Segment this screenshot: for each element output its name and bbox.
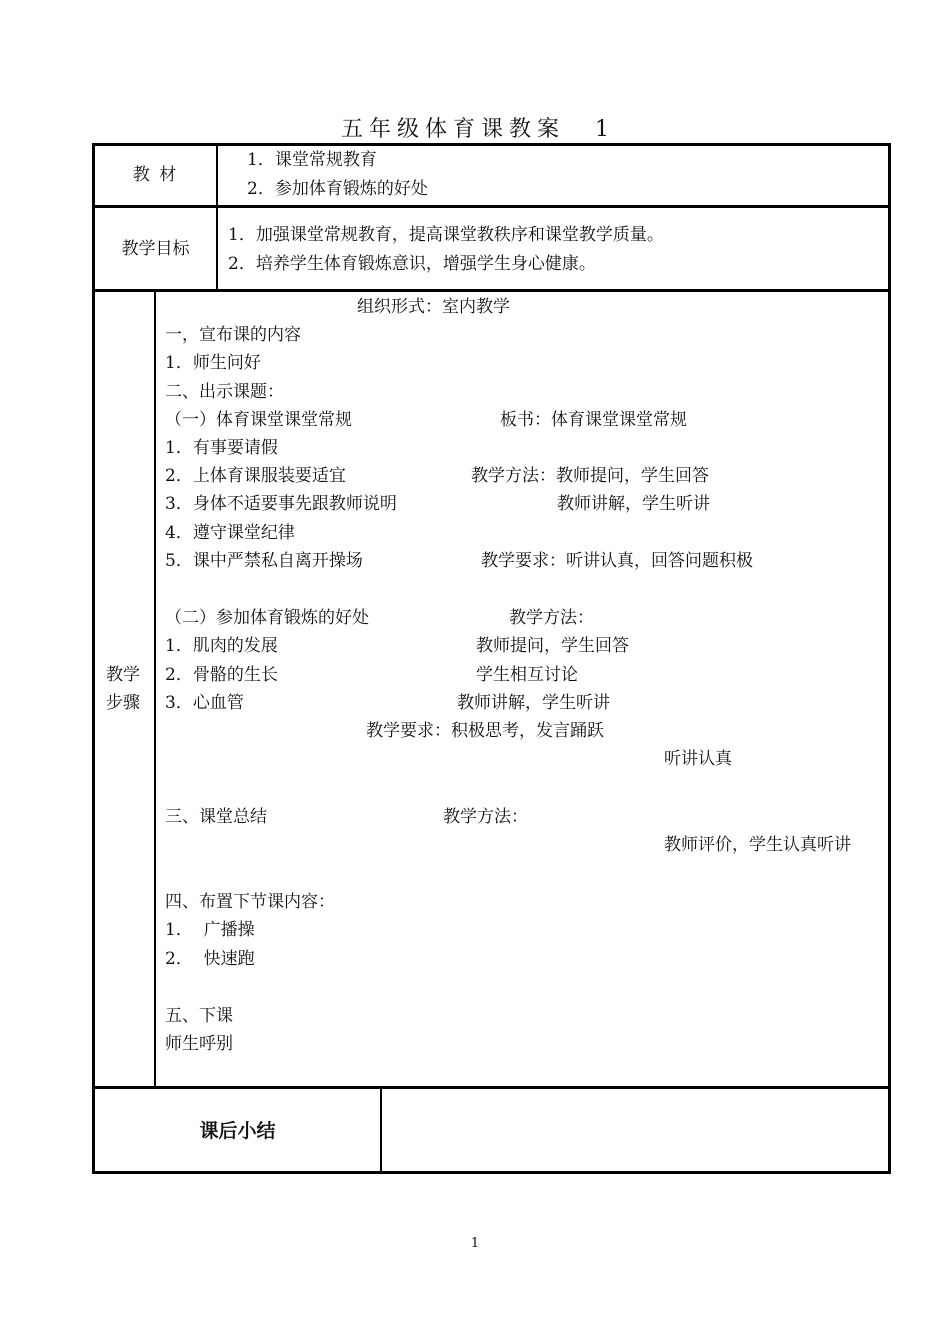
- section3-method-label: 教学方法：: [443, 807, 528, 827]
- title-text: 五年级体育课教案: [340, 117, 565, 142]
- part1-title: （一）体育课堂课堂常规: [165, 410, 352, 430]
- section2-title: 二、出示课题：: [165, 382, 284, 402]
- section1-title: 一，宣布课的内容: [165, 325, 301, 345]
- part1-item-4: 4．遵守课堂纪律: [165, 523, 295, 543]
- material-item-1: 1．课堂常规教育: [247, 150, 377, 170]
- part1-method-2: 教师讲解，学生听讲: [557, 494, 710, 514]
- material-item-2: 2．参加体育锻炼的好处: [247, 179, 428, 199]
- page-number: 1: [470, 1236, 480, 1251]
- goals-label: 教学目标: [121, 239, 190, 259]
- part1-board: 板书：体育课堂课堂常规: [500, 410, 687, 430]
- section4-title: 四、布置下节课内容：: [165, 892, 335, 912]
- section3-title: 三、课堂总结: [165, 807, 267, 827]
- summary-label: 课后小结: [199, 1120, 276, 1142]
- material-label: 教 材: [132, 165, 179, 185]
- part2-title: （二）参加体育锻炼的好处: [165, 608, 369, 628]
- goals-item-1: 1．加强课堂常规教育，提高课堂教秩序和课堂教学质量。: [228, 225, 664, 245]
- part2-item-1: 1．肌肉的发展: [165, 636, 278, 656]
- section5-title: 五、下课: [165, 1006, 233, 1026]
- part2-method-1: 教师提问，学生回答: [476, 636, 629, 656]
- col-divider-steps: [154, 290, 156, 1087]
- part2-method-label: 教学方法：: [509, 608, 594, 628]
- part1-item-1: 1．有事要请假: [165, 438, 278, 458]
- part1-item-3: 3．身体不适要事先跟教师说明: [165, 494, 397, 514]
- part2-item-2: 2．骨骼的生长: [165, 665, 278, 685]
- part1-requirement: 教学要求：听讲认真，回答问题积极: [481, 551, 753, 571]
- part1-item-5: 5．课中严禁私自离开操场: [165, 551, 363, 571]
- steps-label-line1: 教学: [106, 665, 140, 685]
- part2-item-3: 3．心血管: [165, 693, 244, 713]
- org-form: 组织形式：室内教学: [357, 297, 510, 317]
- steps-label-line2: 步骤: [106, 693, 140, 713]
- section3-method: 教师评价，学生认真听讲: [664, 835, 851, 855]
- col-divider-summary: [380, 1087, 382, 1173]
- row-divider-3: [92, 1086, 891, 1089]
- part2-method-2: 学生相互讨论: [476, 665, 578, 685]
- section5-item: 师生呼别: [165, 1034, 233, 1054]
- part2-requirement: 教学要求：积极思考，发言踊跃: [366, 721, 604, 741]
- row-divider-2: [92, 289, 891, 292]
- section4-item-2: 2． 快速跑: [165, 949, 255, 969]
- section4-item-1: 1． 广播操: [165, 920, 255, 940]
- goals-item-2: 2．培养学生体育锻炼意识，增强学生身心健康。: [228, 254, 596, 274]
- col-divider-top: [216, 143, 218, 290]
- part2-method-3: 教师讲解，学生听讲: [457, 693, 610, 713]
- title-number: 1: [595, 117, 609, 142]
- section1-item: 1．师生问好: [165, 353, 261, 373]
- part2-requirement-2: 听讲认真: [664, 749, 732, 769]
- page-title: [0, 112, 950, 143]
- part1-method-1: 教学方法：教师提问，学生回答: [471, 466, 709, 486]
- part1-item-2: 2．上体育课服装要适宜: [165, 466, 346, 486]
- row-divider-1: [92, 205, 891, 208]
